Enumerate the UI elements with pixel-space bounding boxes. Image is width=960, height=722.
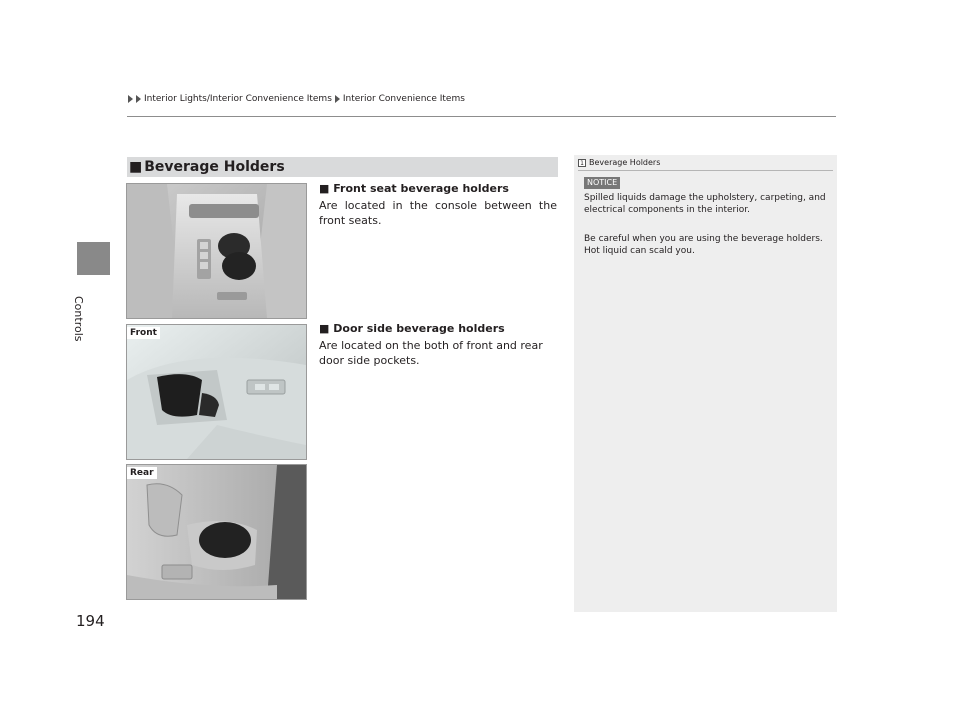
breadcrumb-arrow-icon [335, 95, 340, 103]
breadcrumb [128, 94, 465, 104]
front-console-cupholder-image [126, 183, 307, 319]
front-door-cupholder-image [126, 324, 307, 460]
front-seat-heading: ■ Front seat beverage holders [319, 182, 509, 195]
rear-door-cupholder-image [126, 464, 307, 600]
front-image-label: Front [127, 327, 160, 339]
section-bullet-icon: ■ [129, 159, 143, 175]
section-header [127, 157, 558, 177]
front-console-illustration [127, 184, 306, 318]
note-panel [574, 155, 837, 612]
bullet-icon: ■ [319, 182, 330, 195]
breadcrumb-arrow-icon [136, 95, 141, 103]
page-number: 194 [76, 612, 105, 630]
note-header [578, 158, 660, 167]
note-marker-icon: 1 [578, 159, 586, 167]
section-title: Beverage Holders [144, 159, 285, 175]
note-divider [578, 170, 833, 171]
header-divider [127, 116, 836, 117]
front-seat-description: Are located in the console between the front seats. [319, 199, 557, 227]
bullet-icon: ■ [319, 322, 330, 335]
chapter-label: Controls [72, 296, 85, 342]
front-door-illustration [127, 325, 306, 459]
door-side-heading: ■ Door side beverage holders [319, 322, 505, 335]
notice-text-1: Spilled liquids damage the upholstery, carpeting, and electrical components in the interior. [584, 193, 826, 215]
breadcrumb-item-2[interactable]: Interior Convenience Items [342, 94, 465, 104]
breadcrumb-arrow-icon [128, 95, 133, 103]
breadcrumb-item-1[interactable]: Interior Lights/Interior Convenience Items [144, 94, 332, 104]
notice-text-2: Be careful when you are using the beverage holders. Hot liquid can scald you. [584, 234, 823, 256]
notice-badge: NOTICE [584, 177, 620, 189]
rear-door-illustration [127, 465, 306, 599]
rear-image-label: Rear [127, 467, 157, 479]
door-side-description: Are located on the both of front and rear door side pockets. [319, 339, 543, 367]
note-title: Beverage Holders [589, 158, 661, 167]
chapter-tab [77, 242, 110, 275]
